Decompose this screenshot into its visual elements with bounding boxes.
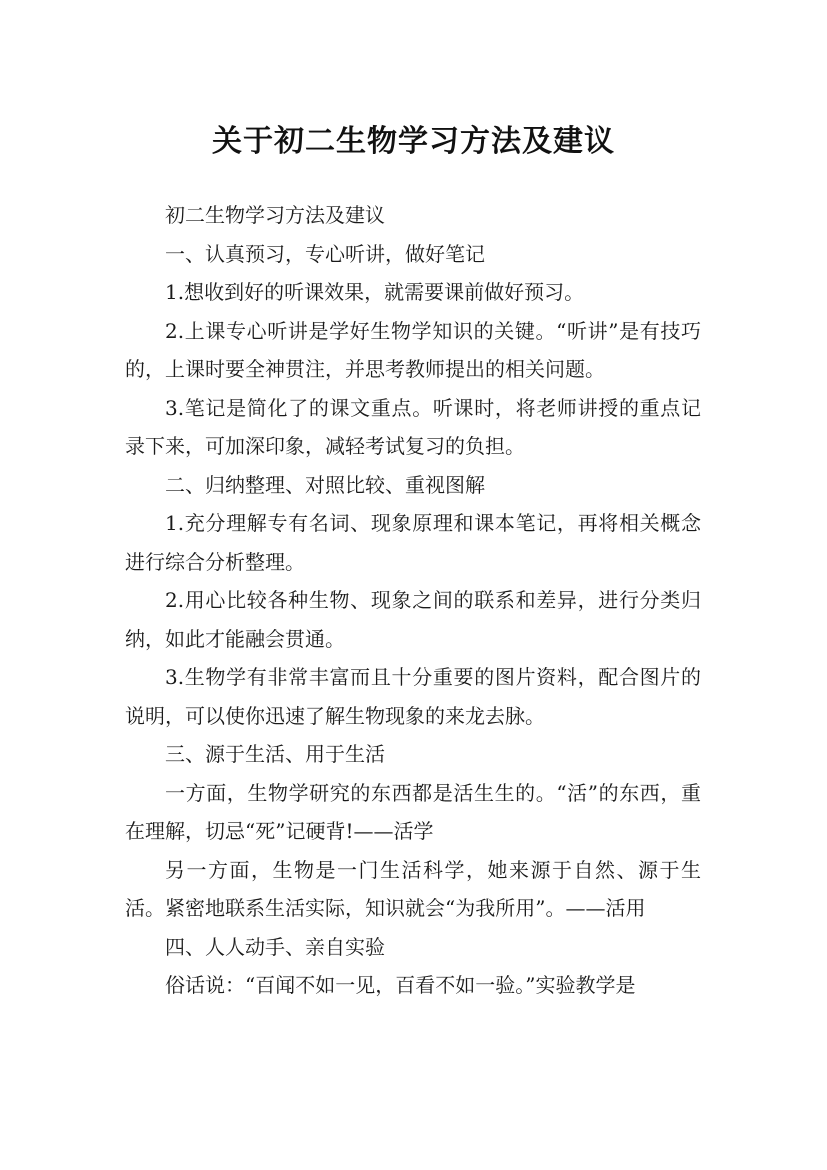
paragraph: 俗话说：“百闻不如一见，百看不如一验。”实验教学是: [165, 973, 636, 997]
paragraph: 3.生物学有非常丰富而且十分重要的图片资料，配合图片的说明，可以使你迅速了解生物现象的来龙去脉。: [125, 665, 701, 728]
paragraph: 1.充分理解专有名词、现象原理和课本笔记，再将相关概念进行综合分析整理。: [125, 511, 701, 574]
paragraph: 3.笔记是简化了的课文重点。听课时，将老师讲授的重点记录下来，可加深印象，减轻考试复习的负担。: [125, 395, 701, 458]
section-heading-4: 四、人人动手、亲自实验: [165, 934, 385, 959]
paragraph: 2.用心比较各种生物、现象之间的联系和差异，进行分类归纳，如此才能融会贯通。: [125, 588, 701, 651]
paragraph: 1.想收到好的听课效果，就需要课前做好预习。: [165, 280, 585, 304]
document-title: 关于初二生物学习方法及建议: [212, 124, 615, 160]
section-heading-1: 一、认真预习，专心听讲，做好笔记: [165, 241, 485, 266]
section-heading-3: 三、源于生活、用于生活: [165, 742, 385, 766]
paragraph: 2.上课专心听讲是学好生物学知识的关键。“听讲”是有技巧的，上课时要全神贯注，并思考教师提出的相关问题。: [125, 318, 701, 381]
paragraph: 另一方面，生物是一门生活科学，她来源于自然、源于生活。紧密地联系生活实际，知识就会“为我所用”。——活用: [125, 857, 701, 920]
document-body: [125, 196, 701, 1005]
section-heading-2: 二、归纳整理、对照比较、重视图解: [165, 472, 485, 497]
paragraph-subtitle: 初二生物学习方法及建议: [165, 203, 385, 227]
paragraph: 一方面，生物学研究的东西都是活生生的。“活”的东西，重在理解，切忌“死”记硬背!——活学: [125, 780, 701, 843]
